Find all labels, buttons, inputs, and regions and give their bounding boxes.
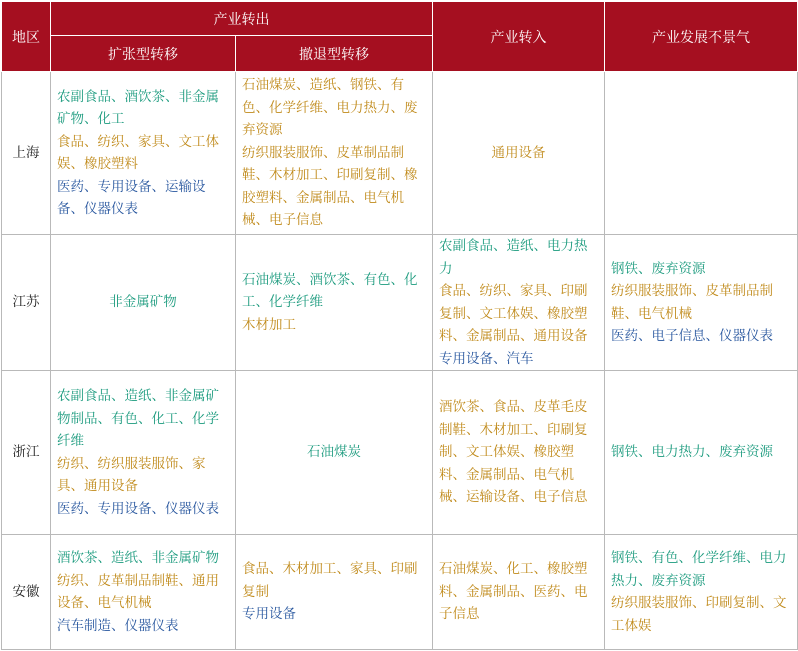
table-row-zhejiang (2, 371, 798, 535)
expansion-green-text: 非金属矿物 (109, 294, 177, 311)
retreat-gold-text: 木材加工 (242, 316, 296, 333)
region-cell: 江苏 (2, 235, 51, 371)
expansion-cell (51, 235, 236, 371)
recession-cell (605, 235, 798, 371)
retreat-green-text: 石油煤炭 (307, 444, 361, 461)
region-cell: 上海 (2, 72, 51, 235)
retreat-gold-text: 石油煤炭、造纸、钢铁、有色、化学纤维、电力热力、废弃资源 (242, 77, 418, 139)
table-row-jiangsu (2, 235, 798, 371)
transfer-in-cell (433, 72, 605, 235)
transfer-in-gold-text: 通用设备 (491, 144, 546, 161)
header-row-1 (2, 2, 798, 36)
header-transfer-in: 产业转入 (433, 2, 605, 72)
transfer-in-gold-text: 酒饮茶、食品、皮革毛皮制鞋、木材加工、印刷复制、文工体娱、橡胶塑料、金属制品、电气机械、运输设备、电子信息 (439, 399, 588, 506)
expansion-cell (51, 72, 236, 235)
expansion-blue-text: 医药、专用设备、仪器仪表 (57, 500, 219, 517)
recession-cell (605, 535, 798, 650)
header-recession: 产业发展不景气 (605, 2, 798, 72)
expansion-blue-text: 医药、专用设备、运输设备、仪器仪表 (57, 178, 206, 217)
retreat-cell (236, 72, 433, 235)
header-transfer-out: 产业转出 (51, 2, 433, 36)
expansion-green-text: 酒饮茶、造纸、非金属矿物 (57, 550, 219, 566)
table-row-shanghai (2, 72, 798, 235)
industry-transfer-table (1, 1, 798, 650)
expansion-green-text: 农副食品、造纸、非金属矿物制品、有色、化工、化学纤维 (57, 388, 219, 449)
recession-cell (605, 72, 798, 235)
transfer-in-gold-text: 食品、纺织、家具、印刷复制、文工体娱、橡胶塑料、金属制品、通用设备 (439, 283, 588, 344)
recession-gold-text: 纺织服装服饰、皮革制品制鞋、电气机械 (611, 283, 773, 322)
expansion-green-text: 农副食品、酒饮茶、非金属矿物、化工 (57, 88, 219, 127)
expansion-blue-text: 汽车制造、仪器仪表 (57, 617, 179, 634)
retreat-gold-text: 食品、木材加工、家具、印刷复制 (242, 561, 418, 600)
recession-blue-text: 医药、电子信息、仪器仪表 (611, 328, 773, 344)
recession-green-text: 钢铁、有色、化学纤维、电力热力、废弃资源 (611, 550, 787, 589)
expansion-cell (51, 371, 236, 535)
region-cell: 安徽 (2, 535, 51, 650)
transfer-in-cell (433, 371, 605, 535)
retreat-blue-text: 专用设备 (242, 606, 296, 623)
retreat-cell (236, 371, 433, 535)
transfer-in-gold-text: 石油煤炭、化工、橡胶塑料、金属制品、医药、电子信息 (439, 561, 588, 623)
transfer-in-blue-text: 专用设备、汽车 (439, 350, 534, 367)
header-retreat: 撤退型转移 (236, 36, 433, 72)
recession-gold-text: 纺织服装服饰、印刷复制、文工体娱 (611, 595, 787, 634)
recession-cell (605, 371, 798, 535)
expansion-gold-text: 纺织、纺织服装服饰、家具、通用设备 (57, 455, 206, 494)
transfer-in-cell (433, 235, 605, 371)
header-expansion: 扩张型转移 (51, 36, 236, 72)
expansion-gold-text: 食品、纺织、家具、文工体娱、橡胶塑料 (57, 133, 219, 172)
transfer-in-green-text: 农副食品、造纸、电力热力 (439, 238, 588, 277)
expansion-cell (51, 535, 236, 650)
retreat-cell (236, 235, 433, 371)
recession-green-text: 钢铁、废弃资源 (611, 260, 706, 277)
retreat-cell (236, 535, 433, 650)
header-region: 地区 (2, 2, 51, 72)
retreat-green-text: 石油煤炭、酒饮茶、有色、化工、化学纤维 (242, 271, 418, 311)
transfer-in-cell (433, 535, 605, 650)
retreat-gold-text: 纺织服装服饰、皮革制品制鞋、木材加工、印刷复制、橡胶塑料、金属制品、电气机械、电子信息 (242, 144, 418, 229)
table-row-anhui (2, 535, 798, 650)
recession-green-text: 钢铁、电力热力、废弃资源 (611, 444, 773, 461)
expansion-gold-text: 纺织、皮革制品制鞋、通用设备、电气机械 (57, 572, 219, 611)
region-cell: 浙江 (2, 371, 51, 535)
